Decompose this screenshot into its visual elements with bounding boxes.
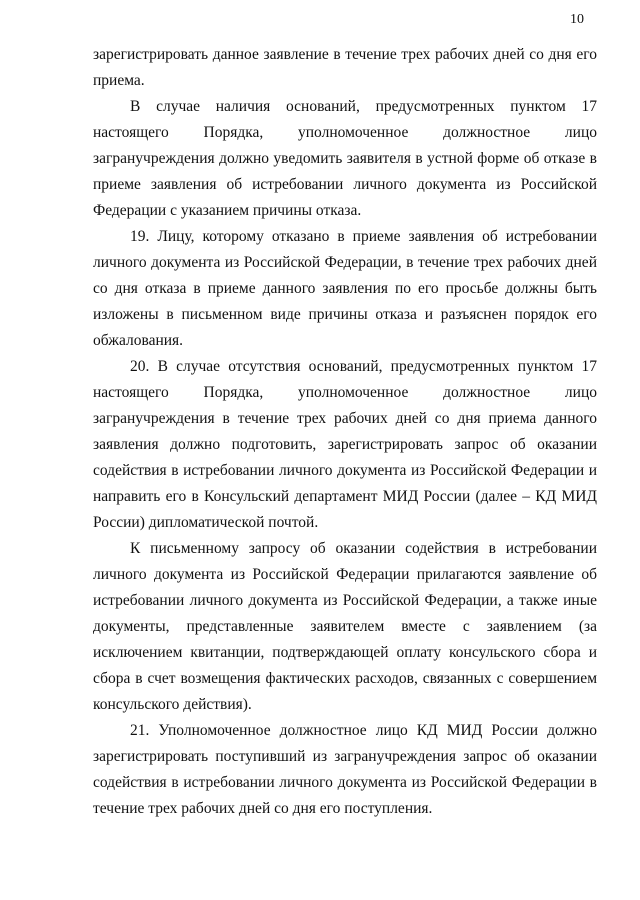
paragraph-19: 19. Лицу, которому отказано в приеме заявления об истребовании личного документа из Российской Федерации, в течение трех рабочих дней со дня отказа в приеме данного заявления по его просьбе должны быть изложены в письменном виде причины отказа и разъяснен порядок его обжалования. (93, 228, 597, 349)
paragraph-20: 20. В случае отсутствия оснований, предусмотренных пунктом 17 настоящего Порядка, уполномоченное должностное лицо загранучреждения в течение трех рабочих дней со дня приема данного заявления должно подготовить, зарегистрировать запрос об оказании содействия в истребовании личного документа из Российской Федерации и направить его в Консульский департамент МИД России (далее – КД МИД России) дипломатической почтой. (93, 358, 597, 531)
paragraph-continuation: зарегистрировать данное заявление в течение трех рабочих дней со дня его приема. (93, 46, 597, 89)
paragraph-refusal-grounds: В случае наличия оснований, предусмотренных пунктом 17 настоящего Порядка, уполномоченное должностное лицо загранучреждения должно уведомить заявителя в устной форме об отказе в приеме заявления об истребовании личного документа из Российской Федерации с указанием причины отказа. (93, 98, 597, 219)
paragraph-attachments: К письменному запросу об оказании содействия в истребовании личного документа из Российской Федерации прилагаются заявление об истребовании личного документа из Российской Федерации, а также иные документы, представленные заявителем вместе с заявлением (за исключением квитанции, подтверждающей оплату консульского сбора и сбора в счет возмещения фактических расходов, связанных с совершением консульского действия). (93, 540, 597, 713)
document-body (93, 42, 597, 822)
paragraph-21: 21. Уполномоченное должностное лицо КД МИД России должно зарегистрировать поступивший из загранучреждения запрос об оказании содействия в истребовании личного документа из Российской Федерации в течение трех рабочих дней со дня его поступления. (93, 722, 597, 817)
page-number: 10 (570, 12, 584, 27)
